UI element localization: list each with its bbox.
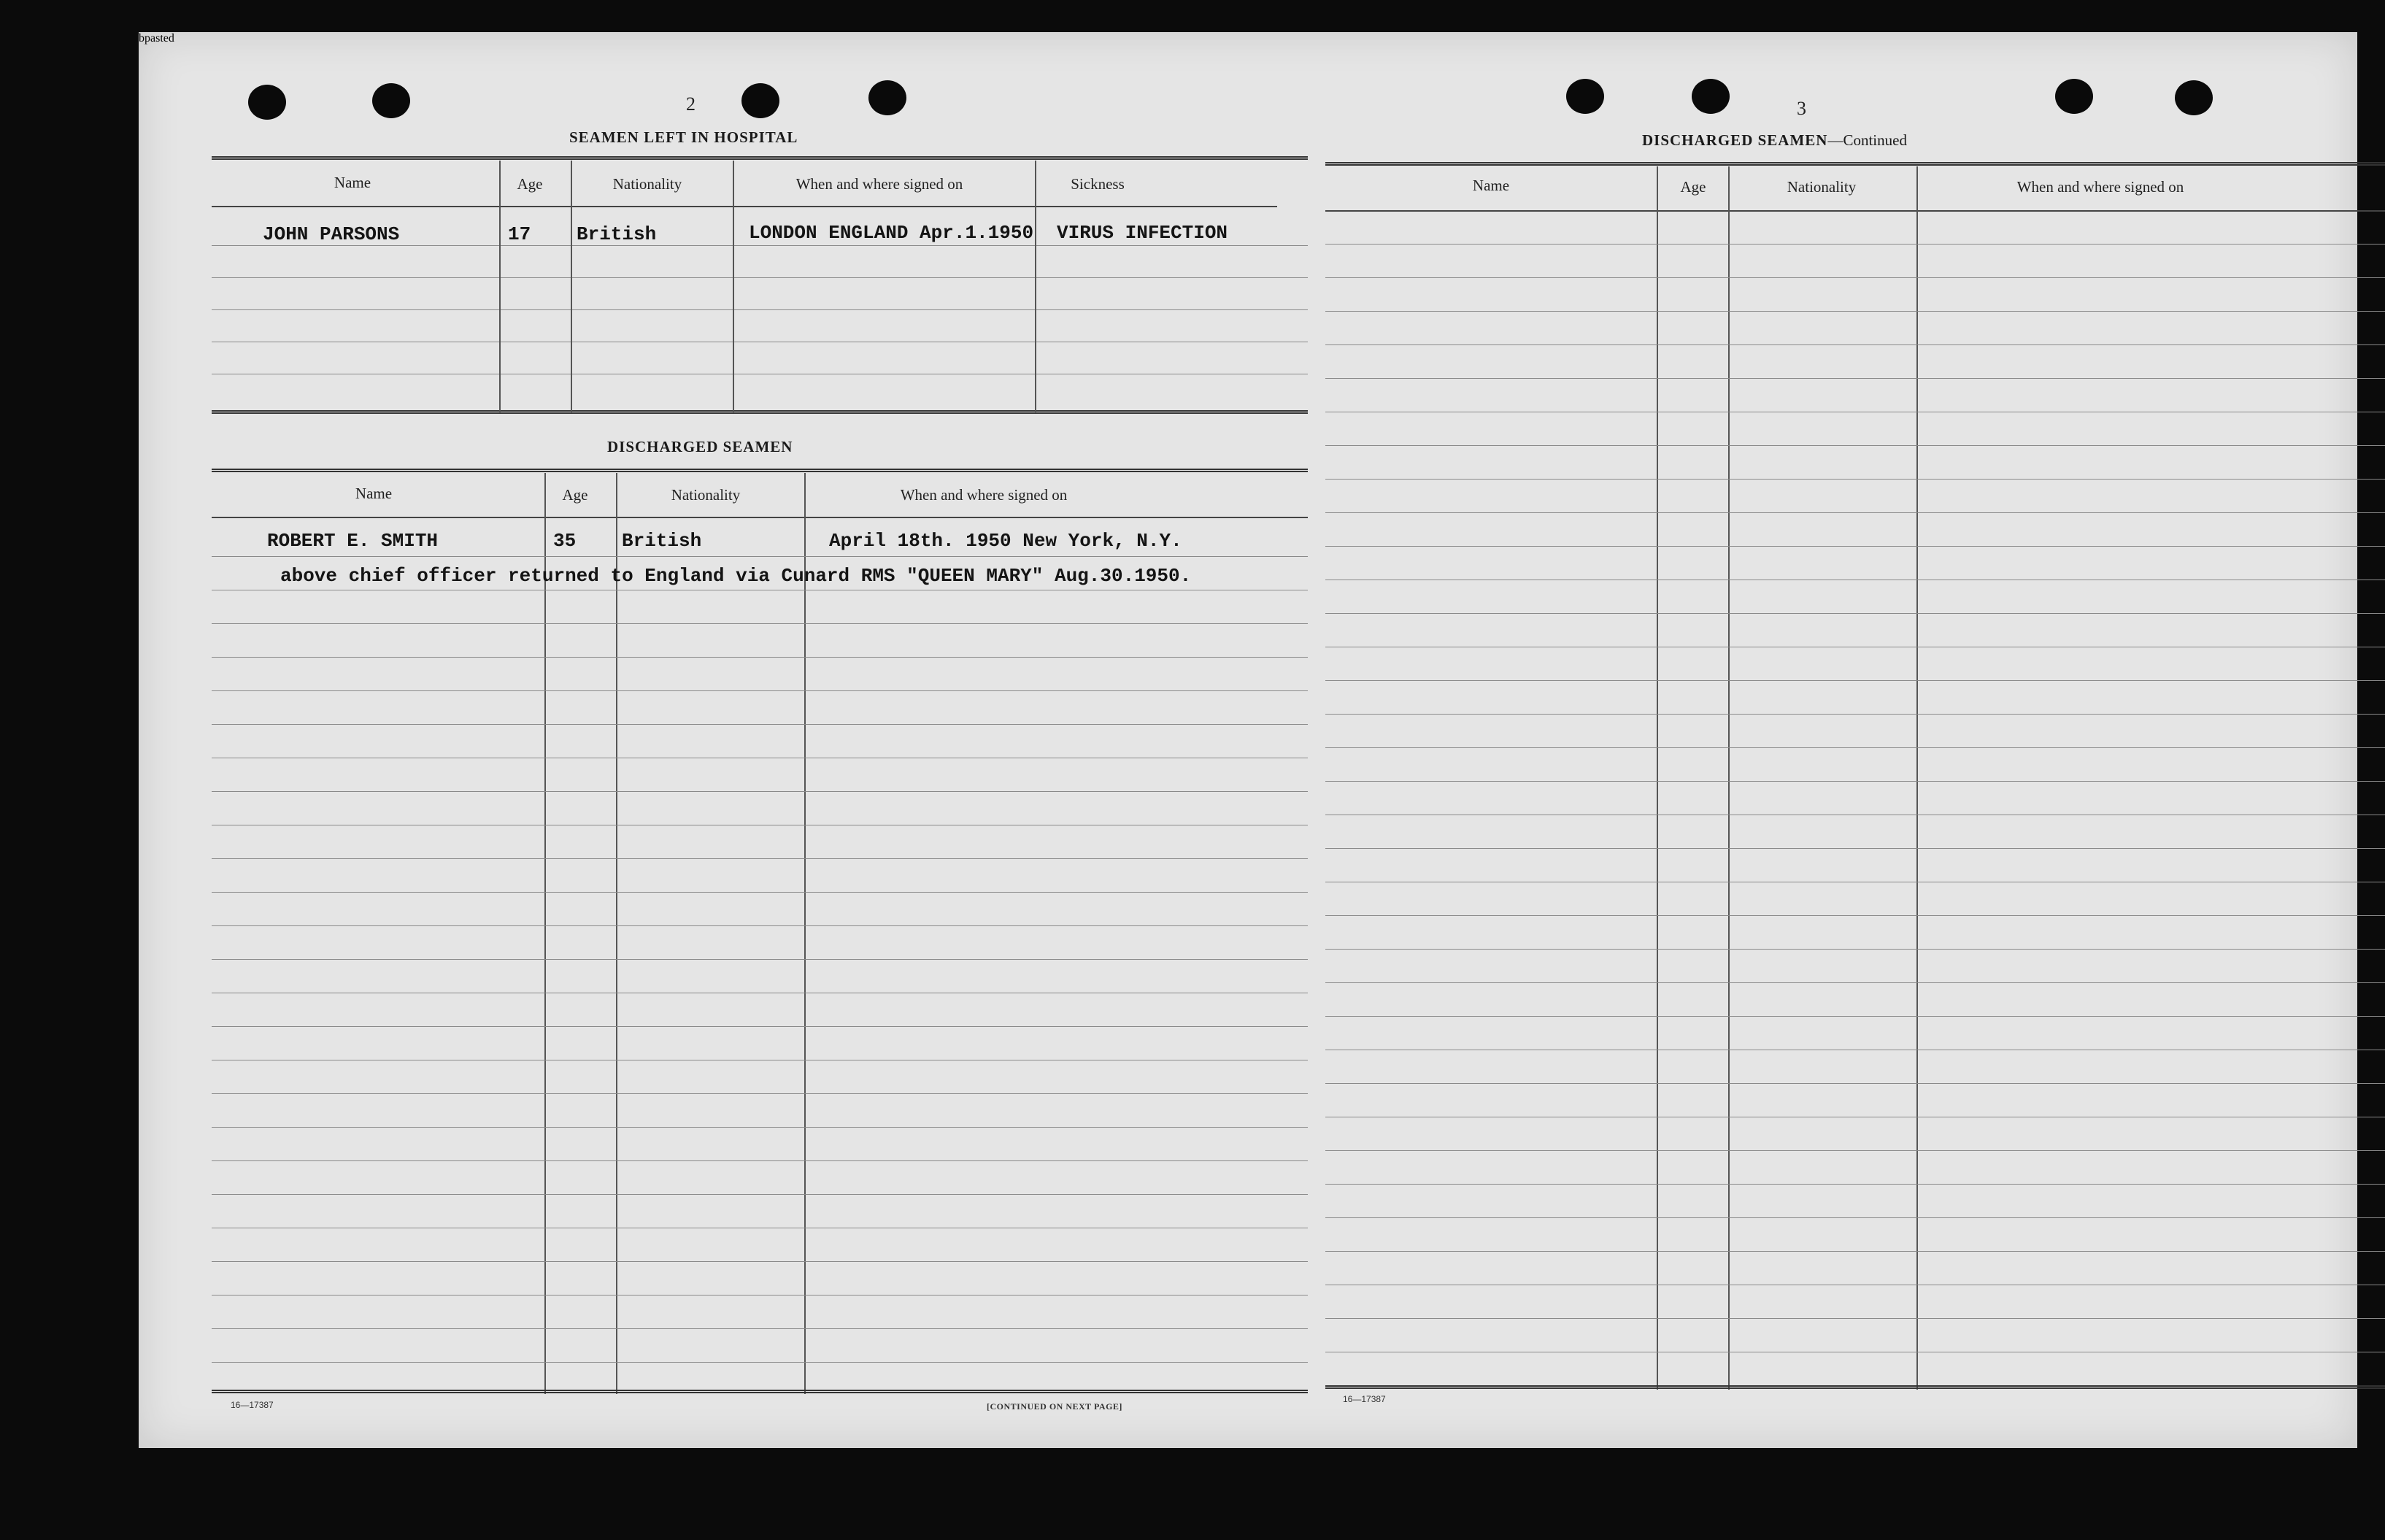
ruled-line [1325,1016,2385,1017]
punch-hole [868,80,906,115]
ruled-line [212,623,1308,624]
ruled-line [1325,747,2385,748]
discharged-col-nationality: Nationality [671,486,741,504]
punch-hole [1566,79,1604,114]
ruled-line [1325,1318,2385,1319]
hospital-row-sickness: VIRUS INFECTION [1057,222,1228,244]
hospital-col-sickness: Sickness [1071,175,1125,193]
hospital-row-nationality: British [577,223,657,245]
discharged-note: above chief officer returned to England via Cunard RMS "QUEEN MARY" Aug.30.1950. [280,565,1192,587]
ruled-line [212,791,1308,792]
punch-hole [2055,79,2093,114]
ruled-line [212,1093,1308,1094]
right-section-title [1642,131,1907,150]
ruled-line [212,925,1308,926]
ruled-line [1325,1184,2385,1185]
right-col-age: Age [1680,178,1706,196]
ruled-line [1325,949,2385,950]
hospital-col-nationality: Nationality [612,175,682,193]
ruled-line [212,1026,1308,1027]
hospital-section-title: SEAMEN LEFT IN HOSPITAL [569,128,798,146]
ruled-line [1325,1083,2385,1084]
ruled-line [212,657,1308,658]
discharged-row-signed-on: April 18th. 1950 New York, N.Y. [829,530,1182,552]
ruled-line [212,892,1308,893]
continued-on-next-page: [CONTINUED ON NEXT PAGE] [987,1401,1122,1412]
ruled-line [1325,311,2385,312]
ruled-line [1325,1150,2385,1151]
ruled-line [1325,714,2385,715]
punch-hole [2175,80,2213,115]
ruled-line [1325,848,2385,849]
punch-hole [1692,79,1730,114]
hospital-col-signed-on: When and where signed on [795,175,963,193]
discharged-row-age: 35 [553,530,577,552]
ruled-line [1325,546,2385,547]
ruled-line [212,858,1308,859]
hospital-row-signed-on: LONDON ENGLAND Apr.1.1950 [749,222,1034,244]
right-col-nationality: Nationality [1787,178,1857,196]
ruled-line [1325,512,2385,513]
ruled-line [212,556,1308,557]
ruled-line [1325,244,2385,245]
hospital-col-age: Age [517,175,543,193]
ruled-line [212,959,1308,960]
right-page-number: 3 [1797,98,1806,119]
discharged-col-name: Name [355,485,393,502]
left-form-number: 16—17387 [231,1400,274,1410]
ruled-line [1325,479,2385,480]
discharged-section-title: DISCHARGED SEAMEN [607,438,793,455]
ruled-line [1325,680,2385,681]
ruled-line [1325,277,2385,278]
right-form-number: 16—17387 [1343,1394,1386,1404]
ruled-line [212,690,1308,691]
ruled-line [1325,915,2385,916]
punch-hole [741,83,779,118]
ruled-line [1325,344,2385,345]
punch-hole [248,85,286,120]
ruled-line [212,1127,1308,1128]
ruled-line [212,1362,1308,1363]
ruled-line [212,1261,1308,1262]
discharged-col-signed-on: When and where signed on [900,486,1068,504]
ruled-line [1325,1217,2385,1218]
ruled-line [212,1160,1308,1161]
right-section-title-main: DISCHARGED SEAMEN [1642,131,1828,149]
hospital-row-age: 17 [508,223,531,245]
ruled-line [212,724,1308,725]
left-page-number: 2 [686,93,696,115]
ruled-line [1325,378,2385,379]
ruled-line [212,1328,1308,1329]
manifest-sheet: bpasted 2 SEAMEN LEFT IN HOSPITAL Name Age Nationality When and where signed on Sickness JOHN PARSONS 17 British LONDON ENGLAND Apr.1.1950 VIRUS INFECTION DISCHARGED SEAMEN Name Age Nationality When and where signed on ROBERT E. SMITH 35 British April 18th. 1950 New York, N.Y. above chief officer returned to England via Cunard RMS "QUEEN MARY" Aug.30.1950. 16—17387 [CONTINUED ON NEXT PAGE] 3 DISCHARGED SEAMEN—Continued Name Age Nationality When and where signed on 16—17387 [139,32,2357,1448]
ruled-line [1325,613,2385,614]
hospital-col-name: Name [334,174,371,191]
right-col-name: Name [1472,177,1510,194]
discharged-col-age: Age [562,486,588,504]
punch-hole [372,83,410,118]
discharged-row-nationality: British [622,530,702,552]
ruled-line [1325,1251,2385,1252]
right-col-signed-on: When and where signed on [2016,178,2184,196]
ruled-line [1325,781,2385,782]
right-section-title-continued: —Continued [1827,131,1907,149]
ruled-line [1325,445,2385,446]
ruled-line [212,1194,1308,1195]
hospital-row-name: JOHN PARSONS [263,223,400,245]
discharged-row-name: ROBERT E. SMITH [267,530,439,552]
ruled-line [1325,982,2385,983]
